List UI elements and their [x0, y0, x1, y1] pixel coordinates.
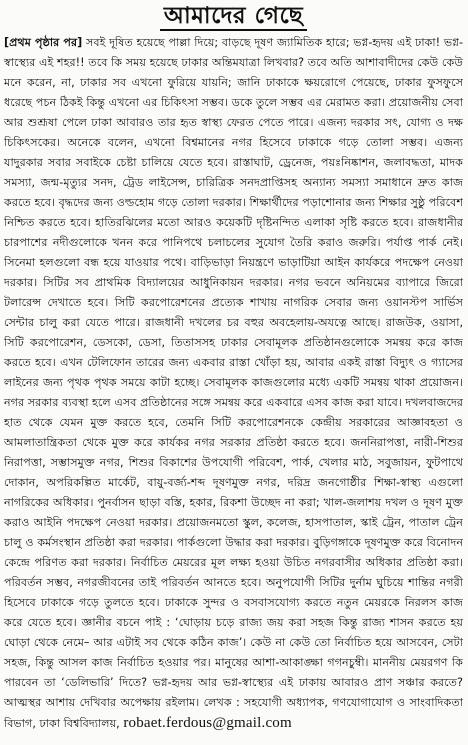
article-body — [4, 33, 463, 734]
article-title-text: আমাদের গেছে — [160, 3, 307, 31]
author-email: robaet.ferdous@gmail.com — [123, 715, 292, 731]
article-title — [4, 1, 463, 31]
newspaper-clipping — [0, 1, 468, 745]
continuation-label: [প্রথম পৃষ্ঠার পর] — [4, 36, 83, 49]
article-text: সবই দূষিত হয়েছে পাল্লা দিয়ে; বাড়ছে দূষণ জ্যামিতিক হারে; ভগ্ন-হৃদয় এই ঢাকা! ভগ্ন-স্বাস্থ্যের এই শহর!! তবে কি সময় হয়েছে ঢাকার অন্তিমযাত্রা লিখবার? তবে অতি আশাবাদীদের কেউ কেউ মনে করেন, না, ঢাকার সব এখনো ফুরিয়ে যায়নি; জানি ঢাকাকে ক্ষয়রোগে পেয়েছে, ঢাকার ফুসফুসে ধরেছে পচন ঠিকই কিন্তু এখনো এর চিকিৎসা সম্ভব। ডকে তুলে সম্ভব এর মেরামত করা। প্রয়োজনীয় সেবা আর শুশ্রূষা পেলে ঢাকা আবারও তার হৃত স্বাস্থ্য ফেরত পেতে পারে। এজন্য দরকার সৎ, যোগ্য ও দক্ষ চিকিৎসকের। অনেকে বলেন, এখনো বিশ্বমানের নগর হিসেবে ঢাকাকে গড়ে তোলা সম্ভব। এজন্য যাদুরকার সবার সবাইকে চেষ্টা চালিয়ে যেতে হবে। রাস্তাঘাট, ড্রেনেজ, পয়ঃনিষ্কাশন, জলাবদ্ধতা, মাদক সমস্যা, জন্ম-মৃত্যুর সনদ, ট্রেড লাইসেন্স, চারিত্রিক সনদপ্রাপ্তিসহ অন্যান্য সমস্যা সমাধানে দ্রুত কাজ করতে হবে। বৃদ্ধদের জন্য ওল্ডহোম গড়ে তোলা দরকার। শিক্ষার্থীদের পড়াশোনার জন্য শিক্ষার সুষ্ঠু পরিবেশ নিশ্চিত করতে হবে। হাতিরঝিলের মতো আরও কয়েকটি দৃষ্টিনন্দিত এলাকা সৃষ্টি করতে হবে। রাজধানীর চারপাশের নদীগুলোকে খনন করে পানিপথে চলাচলের সুযোগ তৈরি করাও জরুরি। পর্যাপ্ত পার্ক নেই। সিনেমা হলগুলো বন্ধ হয়ে যাওয়ার পথে। বাড়িভাড়া নিয়ন্ত্রণে ভাড়াটিয়া আইন কার্যকরে পদক্ষেপ নেওয়া দরকার। সিটির সব প্রাথমিক বিদ্যালয়ের আধুনিকায়ন দরকার। নগর ভবনে অনিয়মের ব্যাপারে জিরো টলারেন্স দেখাতে হবে। সিটি করপোরেশনের প্রত্যেক শাখায় নাগরিক সেবার জন্য ওয়ানস্টপ সার্ভিস সেন্টার চালু করা যেতে পারে। রাজধানী দখলের চর বহুর অবহেলায়-অযত্নে আছে। রাজউক, ওয়াসা, সিটি করপোরেশন, ডেসকো, ডেসা, তিতাসসহ ঢাকার সেবামূলক প্রতিষ্ঠানগুলোকে সমন্বয় করে কাজ করতে হবে। এখন টেলিফোন তারের জন্য একবার রাস্তা খোঁড়া হয়, আবার একই রাস্তা বিদ্যুৎ ও গ্যাসের লাইনের জন্য পৃথক পৃথক সময়ে কাটা হচ্ছে। সেবামূলক কাজগুলোর মধ্যে একটি সমন্বয় থাকা প্রয়োজন। নগর সরকার ব্যবস্থা হলে এসব প্রতিষ্ঠানের সঙ্গে সমন্বয় করে একবারে এসব কাজ করা যাবে। দখলবাজদের হাত থেকে যেমন মুক্ত করতে হবে, তেমনি সিটি করপোরেশনকে কেন্দ্রীয় সরকারের আজ্ঞাবহতা ও আমলাতান্ত্রিকতা থেকে মুক্ত করে কার্যকর নগর সরকার প্রতিষ্ঠা করতে হবে। জননিরাপত্তা, নারী-শিশুর নিরাপত্তা, সম্ভাসমুক্ত নগর, শিশুর বিকাশের উপযোগী পরিবেশ, পার্ক, খেলার মাঠ, সবুজায়ন, ফুটপাথে দোকান, অপরিকল্পিত মার্কেট, বায়ু-বর্জ্য-শব্দ দূষণমুক্ত নগর, দরিদ্র জনগোষ্ঠীর শিক্ষা-স্বাস্থ্য এগুলো নাগরিকের অধিকার। পুনর্বাসন ছাড়া বস্তি, হকার, রিকশা উচ্ছেদ না করা; খাল-জলাশয় দখল ও দূষণ মুক্ত করাও আইনি পদক্ষেপ নেওয়া দরকার। প্রয়োজনমতো স্কুল, কলেজ, হাসপাতাল, স্কাই ট্রেন, পাতাল ট্রেন চালু ও কর্মসংস্থান প্রতিষ্ঠা করা দরকার। পার্কগুলো উদ্ধার করা দরকার। বুড়িগঙ্গাকে দূষণমুক্ত করে বিনোদন কেন্দ্রে পরিণত করা দরকার। নির্বাচিত মেয়রের মূল লক্ষ্য হওয়া উচিত নগরবাসীর অধিকার প্রতিষ্ঠা করা। পরিবর্তন সম্ভব, নগরজীবনের তাই পরিবর্তন আনতে হবে। অনুপযোগী সিটির দুর্নাম ঘুচিয়ে শান্তির নগরী হিসেবে ঢাকাকে গড়ে তুলতে হবে। ঢাকাকে সুন্দর ও বসবাসযোগ্য করতে নতুন মেয়রকে নিরলস কাজ করে যেতে হবে। জ্ঞানীর বচনে পাই : ‘ঘোড়ায় চড়ে রাজ্য জয় করা সহজ কিন্তু রাজ্য শাসন করতে হয় ঘোড়া থেকে নেমে– আর এটাই সব থেকে কঠিন কাজ’। কেউ না কেউ তো নির্বাচিত হয়ে আসবেন, সেটা সহজ, কিন্তু আসল কাজ নির্বাচিত হওয়ার পর। মানুষের আশা-আকাঙ্ক্ষা গগনচুম্বী। মাননীয় মেয়রগণ কি পারবেন তা ‘ডেলিভারি’ দিতে? ভগ্ন-হৃদয় আর ভগ্ন-স্বাস্থ্যের এই ঢাকায় আবারও প্রাণ সঞ্চার করতে? আত্মস্থর আশায় দেখিবার অপেক্ষায় রইলাম। লেখক : সহযোগী অধ্যাপক, গণযোগাযোগ ও সাংবাদিকতা বিভাগ, ঢাকা বিশ্ববিদ্যালয়, — [4, 36, 463, 730]
